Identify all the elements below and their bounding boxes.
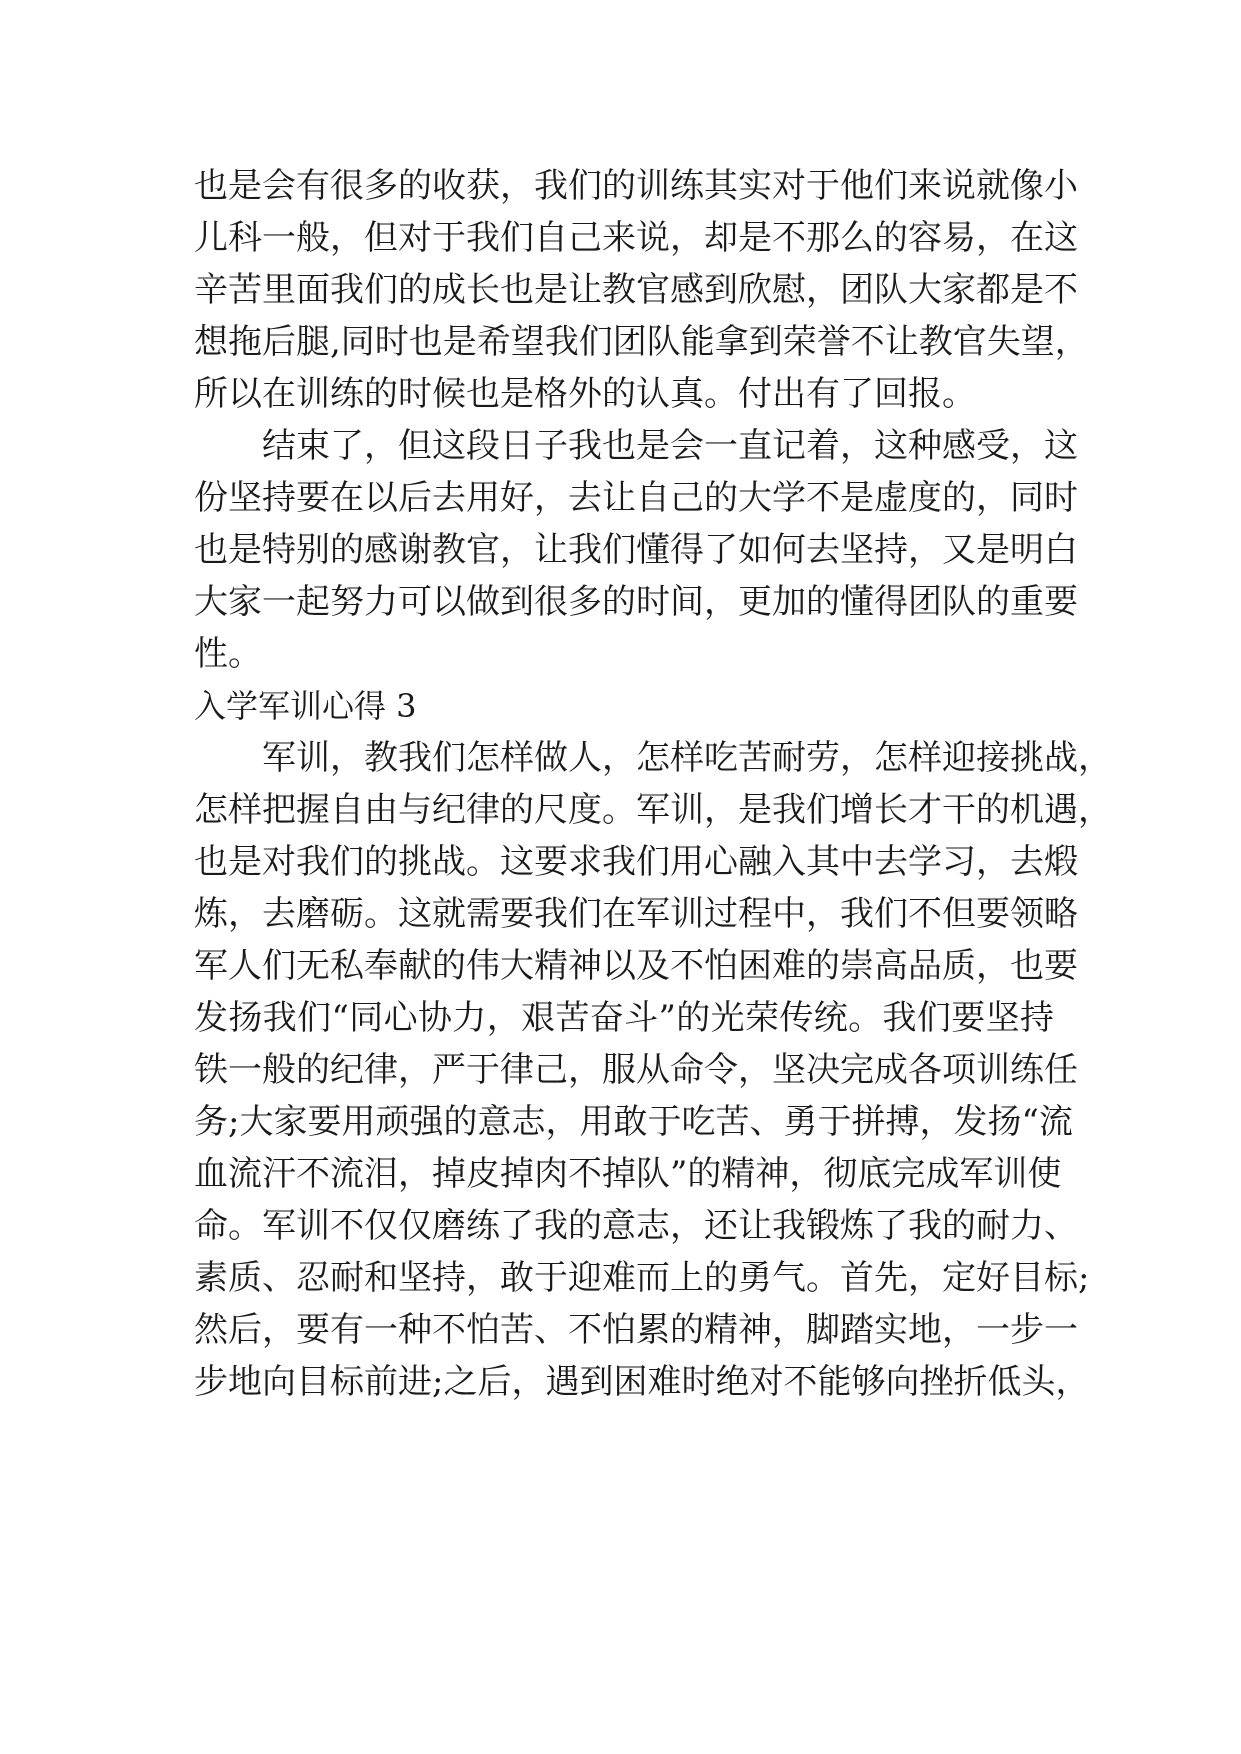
paragraph-1 (194, 160, 1089, 420)
text-line: 血流汗不流泪，掉皮掉肉不掉队”的精神，彻底完成军训使 (194, 1154, 1062, 1194)
text-line: 儿科一般，但对于我们自己来说，却是不那么的容易，在这 (194, 218, 1078, 258)
text-line: 发扬我们“同心协力，艰苦奋斗”的光荣传统。我们要坚持 (194, 998, 1054, 1038)
text-line: 军人们无私奉献的伟大精神以及不怕困难的崇高品质，也要 (194, 946, 1078, 986)
text-line: 素质、忍耐和坚持，敢于迎难而上的勇气。首先，定好目标; (194, 1258, 1090, 1298)
text-line: 军训，教我们怎样做人，怎样吃苦耐劳，怎样迎接挑战， (194, 738, 1112, 778)
text-line: 性。 (194, 634, 262, 674)
text-line: 也是会有很多的收获，我们的训练其实对于他们来说就像小 (194, 166, 1078, 206)
paragraph-3 (194, 732, 1112, 1408)
text-line: 所以在训练的时候也是格外的认真。付出有了回报。 (194, 374, 976, 414)
text-line: 份坚持要在以后去用好，去让自己的大学不是虚度的，同时 (194, 478, 1078, 518)
text-line: 大家一起努力可以做到很多的时间，更加的懂得团队的重要 (194, 582, 1078, 622)
text-line: 结束了，但这段日子我也是会一直记着，这种感受，这 (194, 426, 1078, 466)
text-line: 也是特别的感谢教官，让我们懂得了如何去坚持，又是明白 (194, 530, 1078, 570)
text-line: 命。军训不仅仅磨练了我的意志，还让我锻炼了我的耐力、 (194, 1206, 1078, 1246)
text-line: 步地向目标前进;之后，遇到困难时绝对不能够向挫折低头， (194, 1362, 1090, 1402)
paragraph-2 (194, 420, 1078, 680)
text-line: 怎样把握自由与纪律的尺度。军训，是我们增长才干的机遇， (194, 790, 1112, 830)
text-line: 然后，要有一种不怕苦、不怕累的精神，脚踏实地，一步一 (194, 1310, 1078, 1350)
text-line: 也是对我们的挑战。这要求我们用心融入其中去学习，去煅 (194, 842, 1078, 882)
section-heading: 入学军训心得 3 (194, 687, 417, 725)
text-line: 务;大家要用顽强的意志，用敢于吃苦、勇于拼搏，发扬“流 (194, 1102, 1073, 1142)
text-line: 铁一般的纪律，严于律己，服从命令，坚决完成各项训练任 (194, 1050, 1078, 1090)
document-body (194, 160, 1112, 1408)
text-line: 想拖后腿,同时也是希望我们团队能拿到荣誉不让教官失望， (194, 322, 1089, 362)
text-line: 炼，去磨砺。这就需要我们在军训过程中，我们不但要领略 (194, 894, 1078, 934)
text-line: 辛苦里面我们的成长也是让教官感到欣慰，团队大家都是不 (194, 270, 1078, 310)
